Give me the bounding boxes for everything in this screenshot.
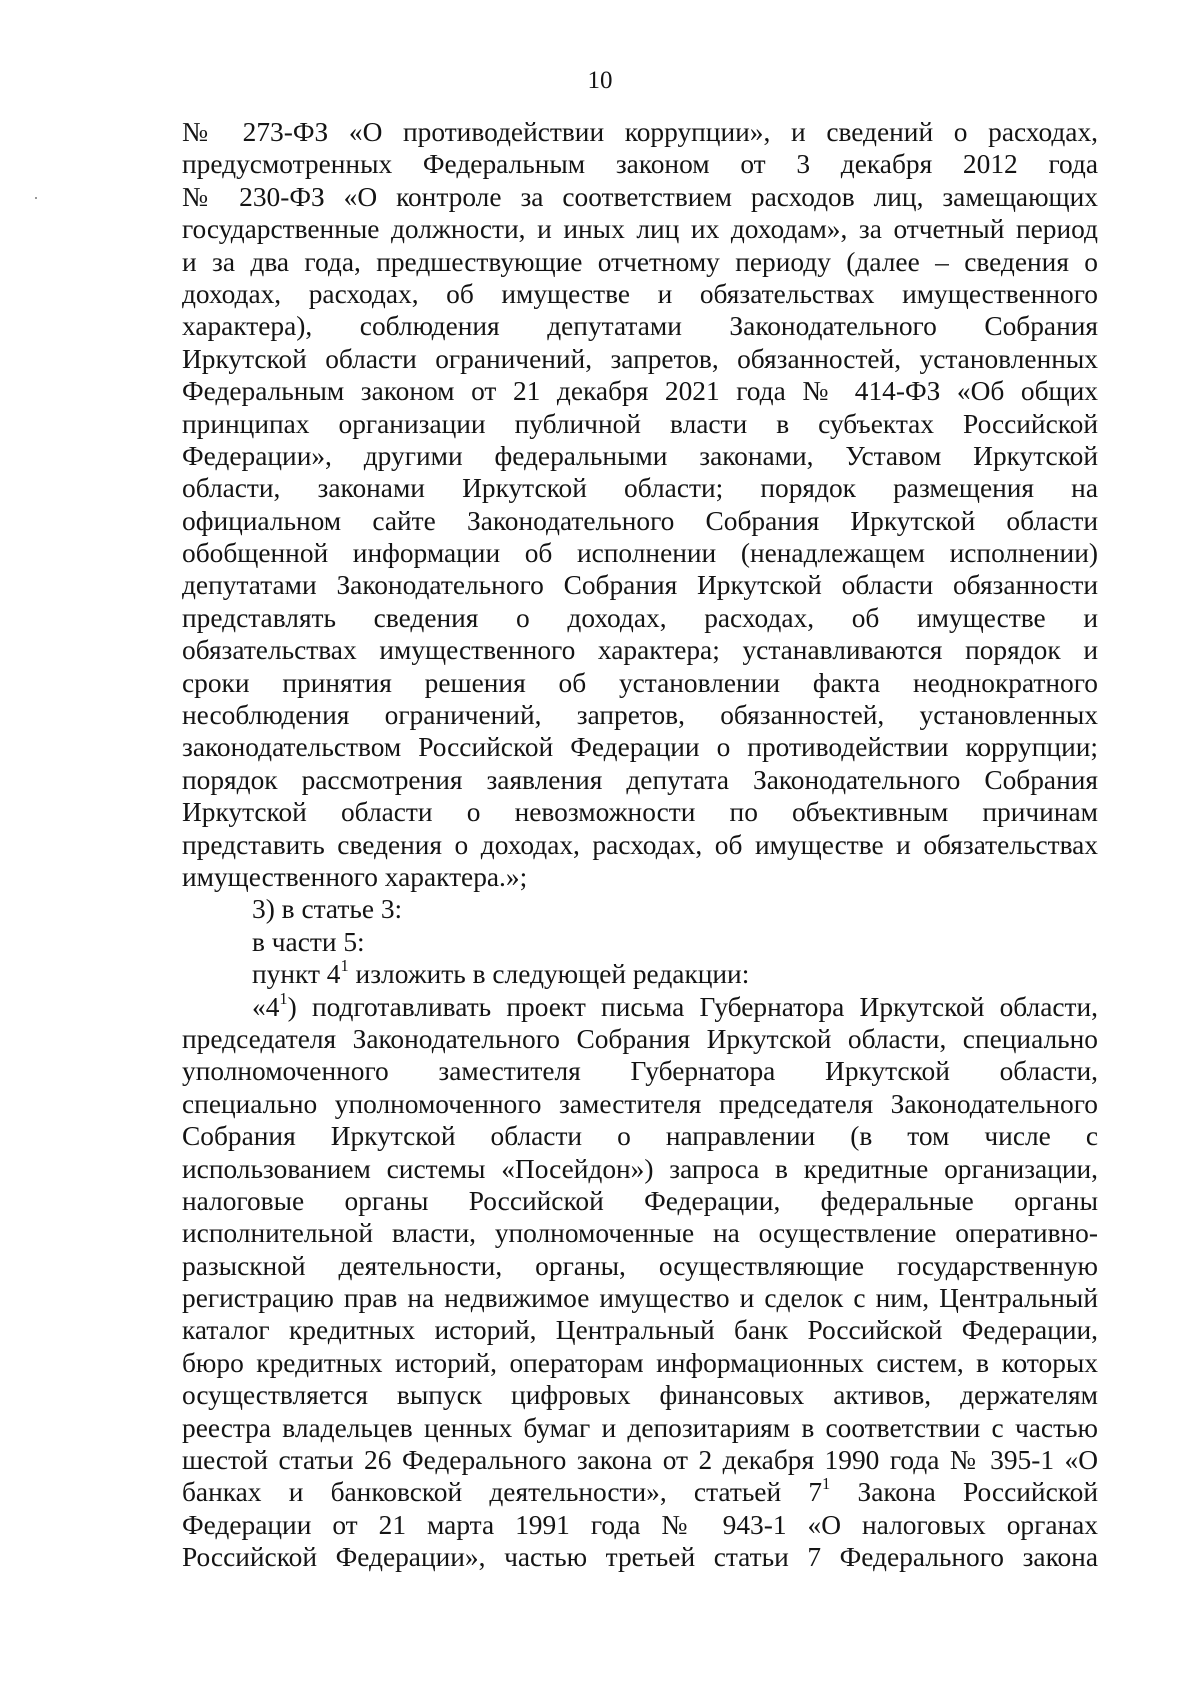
text-line: Иркутской области о невозможности по объективным причинам	[182, 797, 1098, 828]
text-line: Федеральным законом от 21 декабря 2021 года № 414-ФЗ «Об общих	[182, 376, 1098, 407]
text-line: несоблюдения ограничений, запретов, обязанностей, установленных	[182, 700, 1098, 731]
text-line: шестой статьи 26 Федерального закона от 2 декабря 1990 года № 395-1 «О	[182, 1445, 1098, 1476]
text-line: 3) в статье 3:	[252, 894, 403, 925]
text-line: бюро кредитных историй, операторам информационных систем, в которых	[182, 1347, 1098, 1378]
text-line: № 273-ФЗ «О противодействии коррупции», и сведений о расходах,	[182, 117, 1098, 147]
text-line: исполнительной власти, уполномоченные на осуществление оперативно-	[182, 1218, 1098, 1249]
text-line: имущественного характера.»;	[182, 861, 528, 892]
text-line: председателя Законодательного Собрания Иркутской области, специально	[182, 1023, 1098, 1054]
text-line: характера), соблюдения депутатами Законодательного Собрания	[182, 311, 1098, 342]
text-line: депутатами Законодательного Собрания Иркутской области обязанности	[182, 570, 1098, 601]
text-line: представлять сведения о доходах, расходах, об имуществе и	[182, 602, 1098, 633]
text-line: использованием системы «Посейдон») запроса в кредитные организации,	[182, 1153, 1098, 1184]
text-line: Собрания Иркутской области о направлении (в том числе с	[182, 1121, 1098, 1152]
text-line: Федерации», другими федеральными законами, Уставом Иркутской	[182, 440, 1098, 471]
text-fragment: изложить в следующей редакции:	[348, 959, 750, 990]
text-line: специально уполномоченного заместителя председателя Законодательного	[182, 1088, 1098, 1119]
text-line: доходах, расходах, об имуществе и обязательствах имущественного	[182, 278, 1098, 309]
text-line: уполномоченного заместителя Губернатора Иркутской области,	[182, 1056, 1098, 1087]
text-line	[182, 988, 1098, 1023]
text-line: № 230-ФЗ «О контроле за соответствием расходов лиц, замещающих	[182, 181, 1098, 212]
text-line: обязательствах имущественного характера; устанавливаются порядок и	[182, 635, 1098, 666]
text-line: сроки принятия решения об установлении факта неоднократного	[182, 667, 1098, 698]
text-line: порядок рассмотрения заявления депутата Законодательного Собрания	[182, 764, 1098, 795]
text-fragment: ) подготавливать проект письма Губернатора Иркутской области,	[287, 991, 1098, 1022]
text-fragment: «4	[252, 991, 280, 1022]
text-line: Иркутской области ограничений, запретов, обязанностей, установленных	[182, 343, 1098, 374]
text-line: Федерации от 21 марта 1991 года № 943-1 «О налоговых органах	[182, 1509, 1098, 1540]
text-line: государственные должности, и иных лиц их доходам», за отчетный период	[182, 214, 1098, 245]
page-number: 10	[587, 67, 613, 94]
text-line: Российской Федерации», частью третьей статьи 7 Федерального закона	[182, 1542, 1098, 1573]
text-line: представить сведения о доходах, расходах, об имуществе и обязательствах	[182, 829, 1098, 860]
text-fragment: банках и банковской деятельности», статьей 7	[182, 1477, 823, 1508]
text-line	[182, 1476, 1098, 1508]
superscript: 1	[822, 1474, 831, 1494]
text-line: в части 5:	[252, 926, 365, 957]
superscript: 1	[279, 988, 288, 1008]
document-body	[182, 116, 1098, 1574]
text-line: обобщенной информации об исполнении (ненадлежащем исполнении)	[182, 538, 1098, 569]
text-line: каталог кредитных историй, Центральный банк Российской Федерации,	[182, 1315, 1098, 1346]
text-line: налоговые органы Российской Федерации, федеральные органы	[182, 1185, 1098, 1216]
text-line: предусмотренных Федеральным законом от 3 декабря 2012 года	[182, 149, 1098, 180]
text-line: регистрацию прав на недвижимое имущество и сделок с ним, Центральный	[182, 1283, 1098, 1314]
text-fragment: Закона Российской	[830, 1477, 1098, 1508]
text-fragment: пункт 4	[252, 959, 341, 990]
text-line: официальном сайте Законодательного Собрания Иркутской области	[182, 505, 1098, 536]
superscript: 1	[340, 956, 349, 976]
text-line: и за два года, предшествующие отчетному периоду (далее – сведения о	[182, 246, 1098, 277]
text-line: области, законами Иркутской области; порядок размещения на	[182, 473, 1098, 504]
text-line: разыскной деятельности, органы, осуществляющие государственную	[182, 1250, 1098, 1281]
scan-speck	[35, 197, 37, 199]
text-line: законодательством Российской Федерации о противодействии коррупции;	[182, 732, 1098, 763]
text-line: принципах организации публичной власти в субъектах Российской	[182, 408, 1098, 439]
text-line: реестра владельцев ценных бумаг и депозитариям в соответствии с частью	[182, 1412, 1098, 1443]
text-line: осуществляется выпуск цифровых финансовых активов, держателям	[182, 1380, 1098, 1411]
text-line	[182, 958, 1098, 990]
